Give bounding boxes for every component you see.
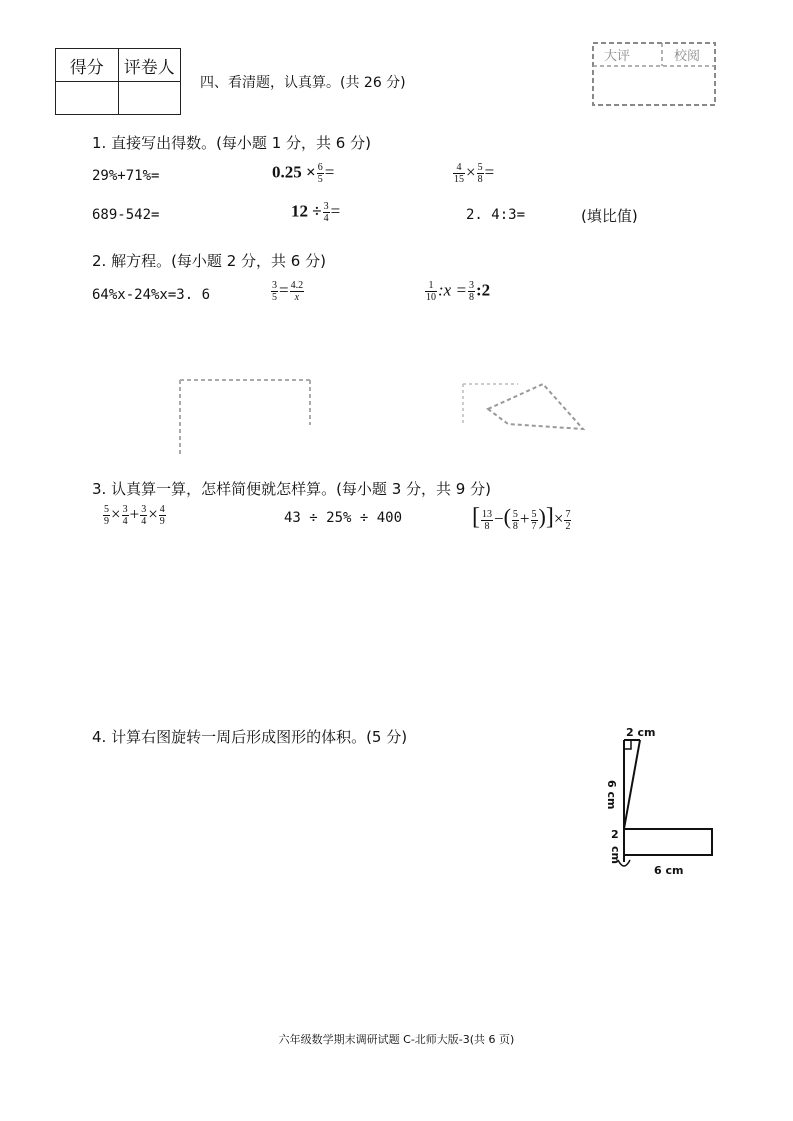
grader-cell[interactable] xyxy=(118,82,181,115)
q2-b: $\frac{3}{5}$ = $\frac{4.2}{x}$ xyxy=(272,280,304,303)
score-header: 得分 xyxy=(56,49,119,82)
score-table xyxy=(55,48,181,115)
q3-title: 3. 认真算一算，怎样简便就怎样算。(每小题 3 分，共 9 分) xyxy=(92,480,491,498)
q3-b: 43 ÷ 25% ÷ 400 xyxy=(284,510,403,526)
q1-title: 1. 直接写出得数。(每小题 1 分，共 6 分) xyxy=(92,134,371,152)
rotation-figure xyxy=(598,722,723,882)
faded-triangle-mark xyxy=(458,364,598,444)
q1-f-note: (填比值) xyxy=(581,207,638,225)
q1-d: 689-542= xyxy=(92,207,160,223)
q2-title: 2. 解方程。(每小题 2 分，共 6 分) xyxy=(92,252,326,270)
faded-stamp xyxy=(590,40,718,108)
q2-c: $\frac{1}{10}$ :x = $\frac{3}{8}$ :2 xyxy=(426,280,491,303)
score-cell[interactable] xyxy=(56,82,119,115)
label-top: 2 cm xyxy=(626,726,656,739)
label-mid: 2 xyxy=(611,828,619,841)
q3-c: [ $\frac{13}{8}$ −( $\frac{5}{8}$ + $\frac{5}{7}$ )]× $\frac{7}{2}$ xyxy=(472,504,571,532)
q1-a: 29%+71%= xyxy=(92,168,160,184)
faded-scan-mark-left xyxy=(170,360,330,460)
label-bottom: 6 cm xyxy=(654,864,684,877)
q1-c: $\frac{4}{15}$ × $\frac{5}{8}$ = xyxy=(454,162,495,185)
q1-f: 2. 4:3= xyxy=(466,207,526,223)
q2-a: 64%x-24%x=3. 6 xyxy=(92,287,211,303)
stamp-right-text: 校阅 xyxy=(674,49,701,64)
q3-a: $\frac{5}{9}$ × $\frac{3}{4}$ + $\frac{3}{4}$ × $\frac{4}{9}$ xyxy=(104,504,165,527)
label-left: 6 cm xyxy=(605,780,618,810)
q1-e: 12 ÷ $\frac{3}{4}$ = xyxy=(291,201,341,224)
q1-b: 0.25 × $\frac{6}{5}$ = xyxy=(272,162,335,185)
section-title: 四、看清题，认真算。(共 26 分) xyxy=(200,75,406,91)
stamp-left-text: 大评 xyxy=(604,49,631,64)
page-footer: 六年级数学期末调研试题 C-北师大版-3(共 6 页) xyxy=(278,1033,515,1046)
label-mid-unit: cm xyxy=(609,846,622,864)
q4-title: 4. 计算右图旋转一周后形成图形的体积。(5 分) xyxy=(92,728,408,746)
grader-header: 评卷人 xyxy=(118,49,181,82)
